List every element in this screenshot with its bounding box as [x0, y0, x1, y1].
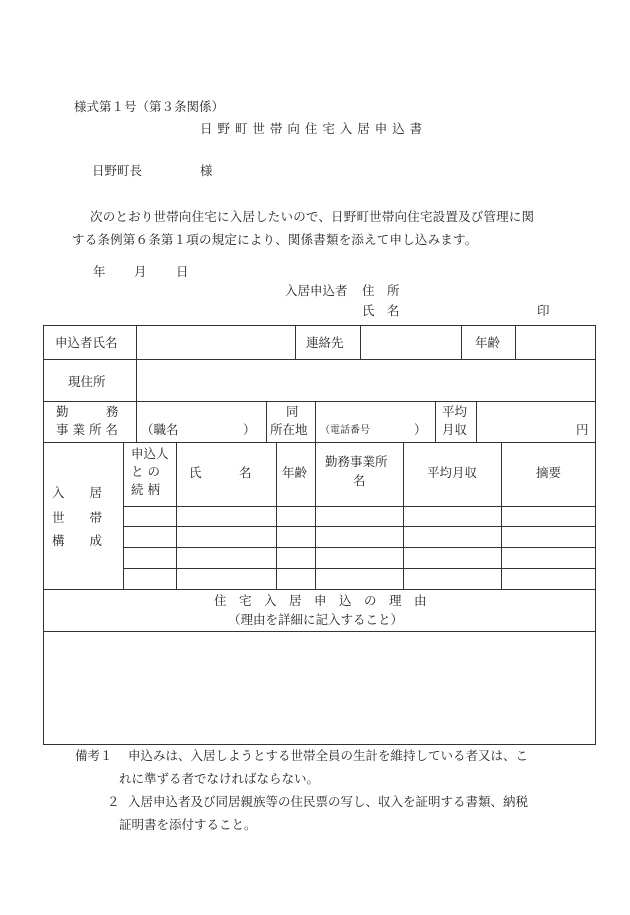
applicant-name-field[interactable]: [137, 326, 295, 359]
col-age-header: 年齢: [282, 465, 308, 480]
col-relation-line-2: と の: [131, 464, 160, 479]
job-title-close: ）: [243, 422, 256, 437]
note-2-label: ２: [107, 794, 120, 809]
col-workplace-line-1: 勤務事業所: [325, 454, 388, 469]
col-name-header: 氏 名: [189, 465, 252, 480]
application-form-table: [43, 325, 596, 745]
reason-note: （理由を詳細に記入すること）: [228, 612, 404, 627]
col-relation-line-1: 申込人: [131, 446, 169, 461]
note-1-line-1: 申込みは、入居しようとする世帯全員の生計を維持している者又は、こ: [128, 748, 529, 763]
same-header-line-2: 所在地: [270, 422, 308, 437]
note-2-line-1: 入居申込者及び同居親族等の住民票の写し、収入を証明する書類、納税: [128, 794, 529, 809]
workplace-header-line-1: 勤 務: [56, 404, 119, 419]
date-year: 年: [93, 264, 106, 279]
household-side-line-3: 構 成: [52, 533, 103, 548]
household-side-line-2: 世 帯: [52, 510, 103, 525]
contact-field[interactable]: [361, 326, 461, 359]
same-header-line-1: 同: [286, 404, 299, 419]
addressee: 日野町長: [92, 163, 143, 178]
applicant-address-label: 住 所: [362, 283, 400, 298]
age-header: 年齢: [475, 335, 501, 350]
job-title-open: （職名: [141, 422, 179, 437]
paragraph-line-1: 次のとおり世帯向住宅に入居したいので、日野町世帯向住宅設置及び管理に関: [90, 209, 535, 224]
household-side-line-1: 入 居: [52, 485, 103, 500]
col-remarks-header: 摘要: [536, 465, 562, 480]
contact-header: 連絡先: [306, 335, 344, 350]
current-address-field[interactable]: [137, 360, 595, 401]
applicant-label: 入居申込者: [285, 283, 348, 298]
note-1-line-2: れに準ずる者でなければならない。: [119, 771, 320, 786]
reason-title: 住 宅 入 居 申 込 の 理 由: [214, 593, 427, 608]
col-relation-line-3: 続 柄: [131, 482, 160, 497]
workplace-header-line-2: 事 業 所 名: [56, 422, 118, 437]
form-number: 様式第１号（第３条関係）: [74, 99, 225, 114]
phone-close: ）: [414, 422, 427, 437]
date-month: 月: [134, 264, 147, 279]
application-paragraph: [72, 205, 572, 251]
seal-mark: 印: [537, 303, 550, 318]
age-field[interactable]: [516, 326, 595, 359]
phone-open: （電話番号: [320, 425, 370, 436]
document-title: 日 野 町 世 帯 向 住 宅 入 居 申 込 書: [200, 121, 423, 136]
reason-field[interactable]: [44, 632, 595, 744]
note-2-line-2: 証明書を添付すること。: [119, 817, 257, 832]
current-address-header: 現住所: [68, 374, 106, 389]
col-income-header: 平均月収: [427, 465, 478, 480]
yen-unit: 円: [576, 422, 589, 437]
avg-income-header-line-2: 月収: [442, 422, 468, 437]
applicant-name-label: 氏 名: [362, 303, 400, 318]
paragraph-line-2: する条例第６条第１項の規定により、関係書類を添えて申し込みます。: [72, 232, 478, 247]
addressee-honorific: 様: [200, 163, 213, 178]
avg-income-header-line-1: 平均: [442, 404, 468, 419]
col-workplace-line-2: 名: [353, 473, 366, 488]
applicant-name-header: 申込者氏名: [55, 335, 118, 350]
date-day: 日: [176, 264, 189, 279]
note-1-label: 備考１: [75, 748, 113, 763]
